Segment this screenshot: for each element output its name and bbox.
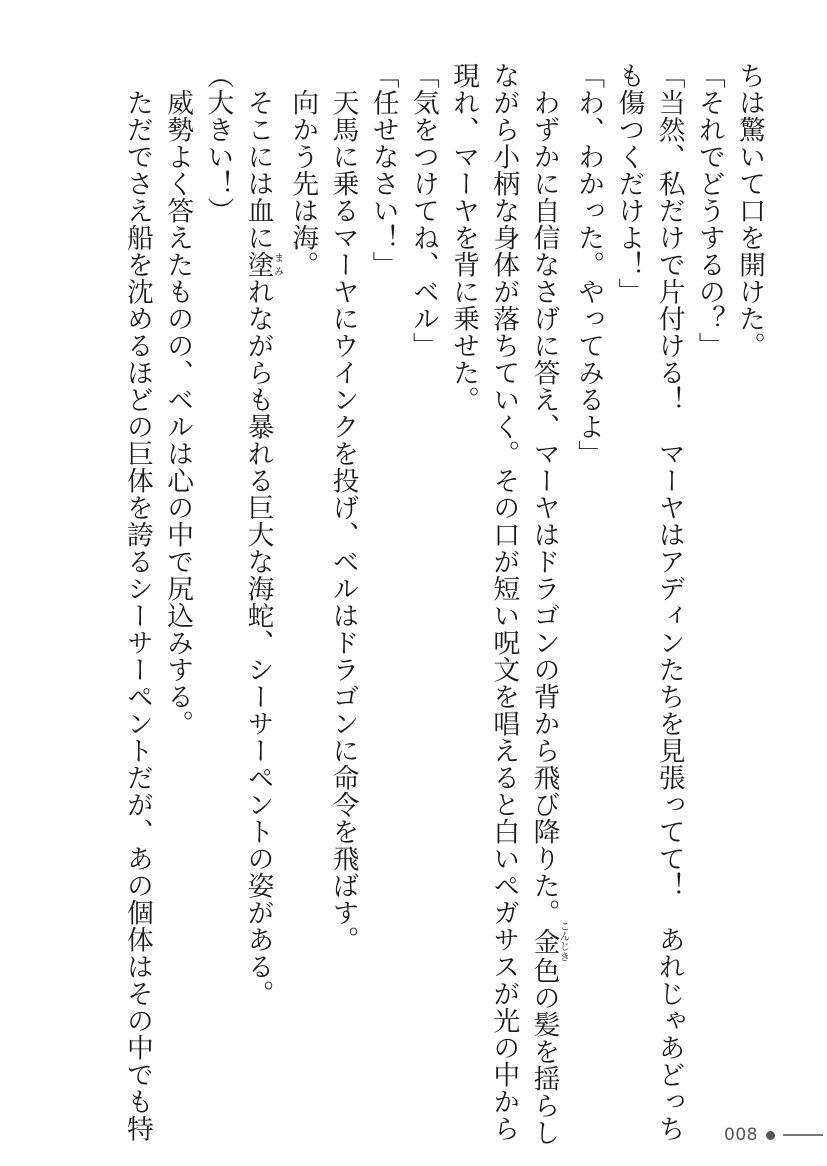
text-line: 向かう先は海。 bbox=[287, 62, 319, 278]
text-segment: わずかに自信なさげに答え、マーヤはドラゴンの背から飛び降りた。 bbox=[528, 62, 560, 926]
text-segment: 色の髪を揺らし bbox=[528, 956, 560, 1146]
ruby-base: 金 bbox=[528, 921, 560, 962]
ruby-base: 塗 bbox=[242, 251, 274, 278]
footer-rule bbox=[783, 1134, 823, 1135]
bullet-dot-icon bbox=[766, 1131, 775, 1140]
text-line: 「当然、私だけで片付ける！ マーヤはアディンたちを見張ってて！ あれじゃあどっち bbox=[653, 62, 685, 1142]
text-segment: れながらも暴れる巨大な海蛇、シーサーペントの姿がある。 bbox=[242, 278, 274, 1007]
text-line: ながら小柄な身体が落ちていく。その口が短い呪文を唱えると白いペガサスが光の中から bbox=[488, 62, 520, 1142]
page-footer bbox=[724, 1124, 823, 1146]
text-line: 威勢よく答えたものの、ベルは心の中で尻込みする。 bbox=[162, 62, 194, 737]
text-line: ちは驚いて口を開けた。 bbox=[734, 62, 765, 359]
ruby-reading: こんじき bbox=[557, 921, 569, 962]
text-line: ただでさえ船を沈めるほどの巨体を誇るシーサーペントだが、あの個体はその中でも特 bbox=[121, 62, 153, 1142]
text-segment: そこには血に bbox=[242, 62, 274, 251]
text-line: 「気をつけてね、ベル」 bbox=[407, 62, 439, 359]
ruby-reading: まみ bbox=[271, 251, 283, 278]
ruby-annotation bbox=[528, 921, 569, 962]
text-line: （大きい！） bbox=[202, 62, 234, 224]
text-line: 「それでどうするの？」 bbox=[693, 62, 725, 359]
text-line bbox=[523, 62, 569, 1146]
text-line: も傷つくだけよ！」 bbox=[613, 62, 645, 305]
text-line: 天馬に乗るマーヤにウインクを投げ、ベルはドラゴンに命令を飛ばす。 bbox=[327, 62, 359, 953]
page-number: 008 bbox=[724, 1125, 758, 1145]
text-line: 現れ、マーヤを背に乗せた。 bbox=[448, 62, 480, 413]
ruby-annotation bbox=[242, 251, 283, 278]
text-line: 「任せなさい！」 bbox=[367, 62, 399, 278]
text-line: 「わ、わかった。やってみるよ」 bbox=[573, 62, 605, 467]
text-line bbox=[237, 62, 282, 1102]
